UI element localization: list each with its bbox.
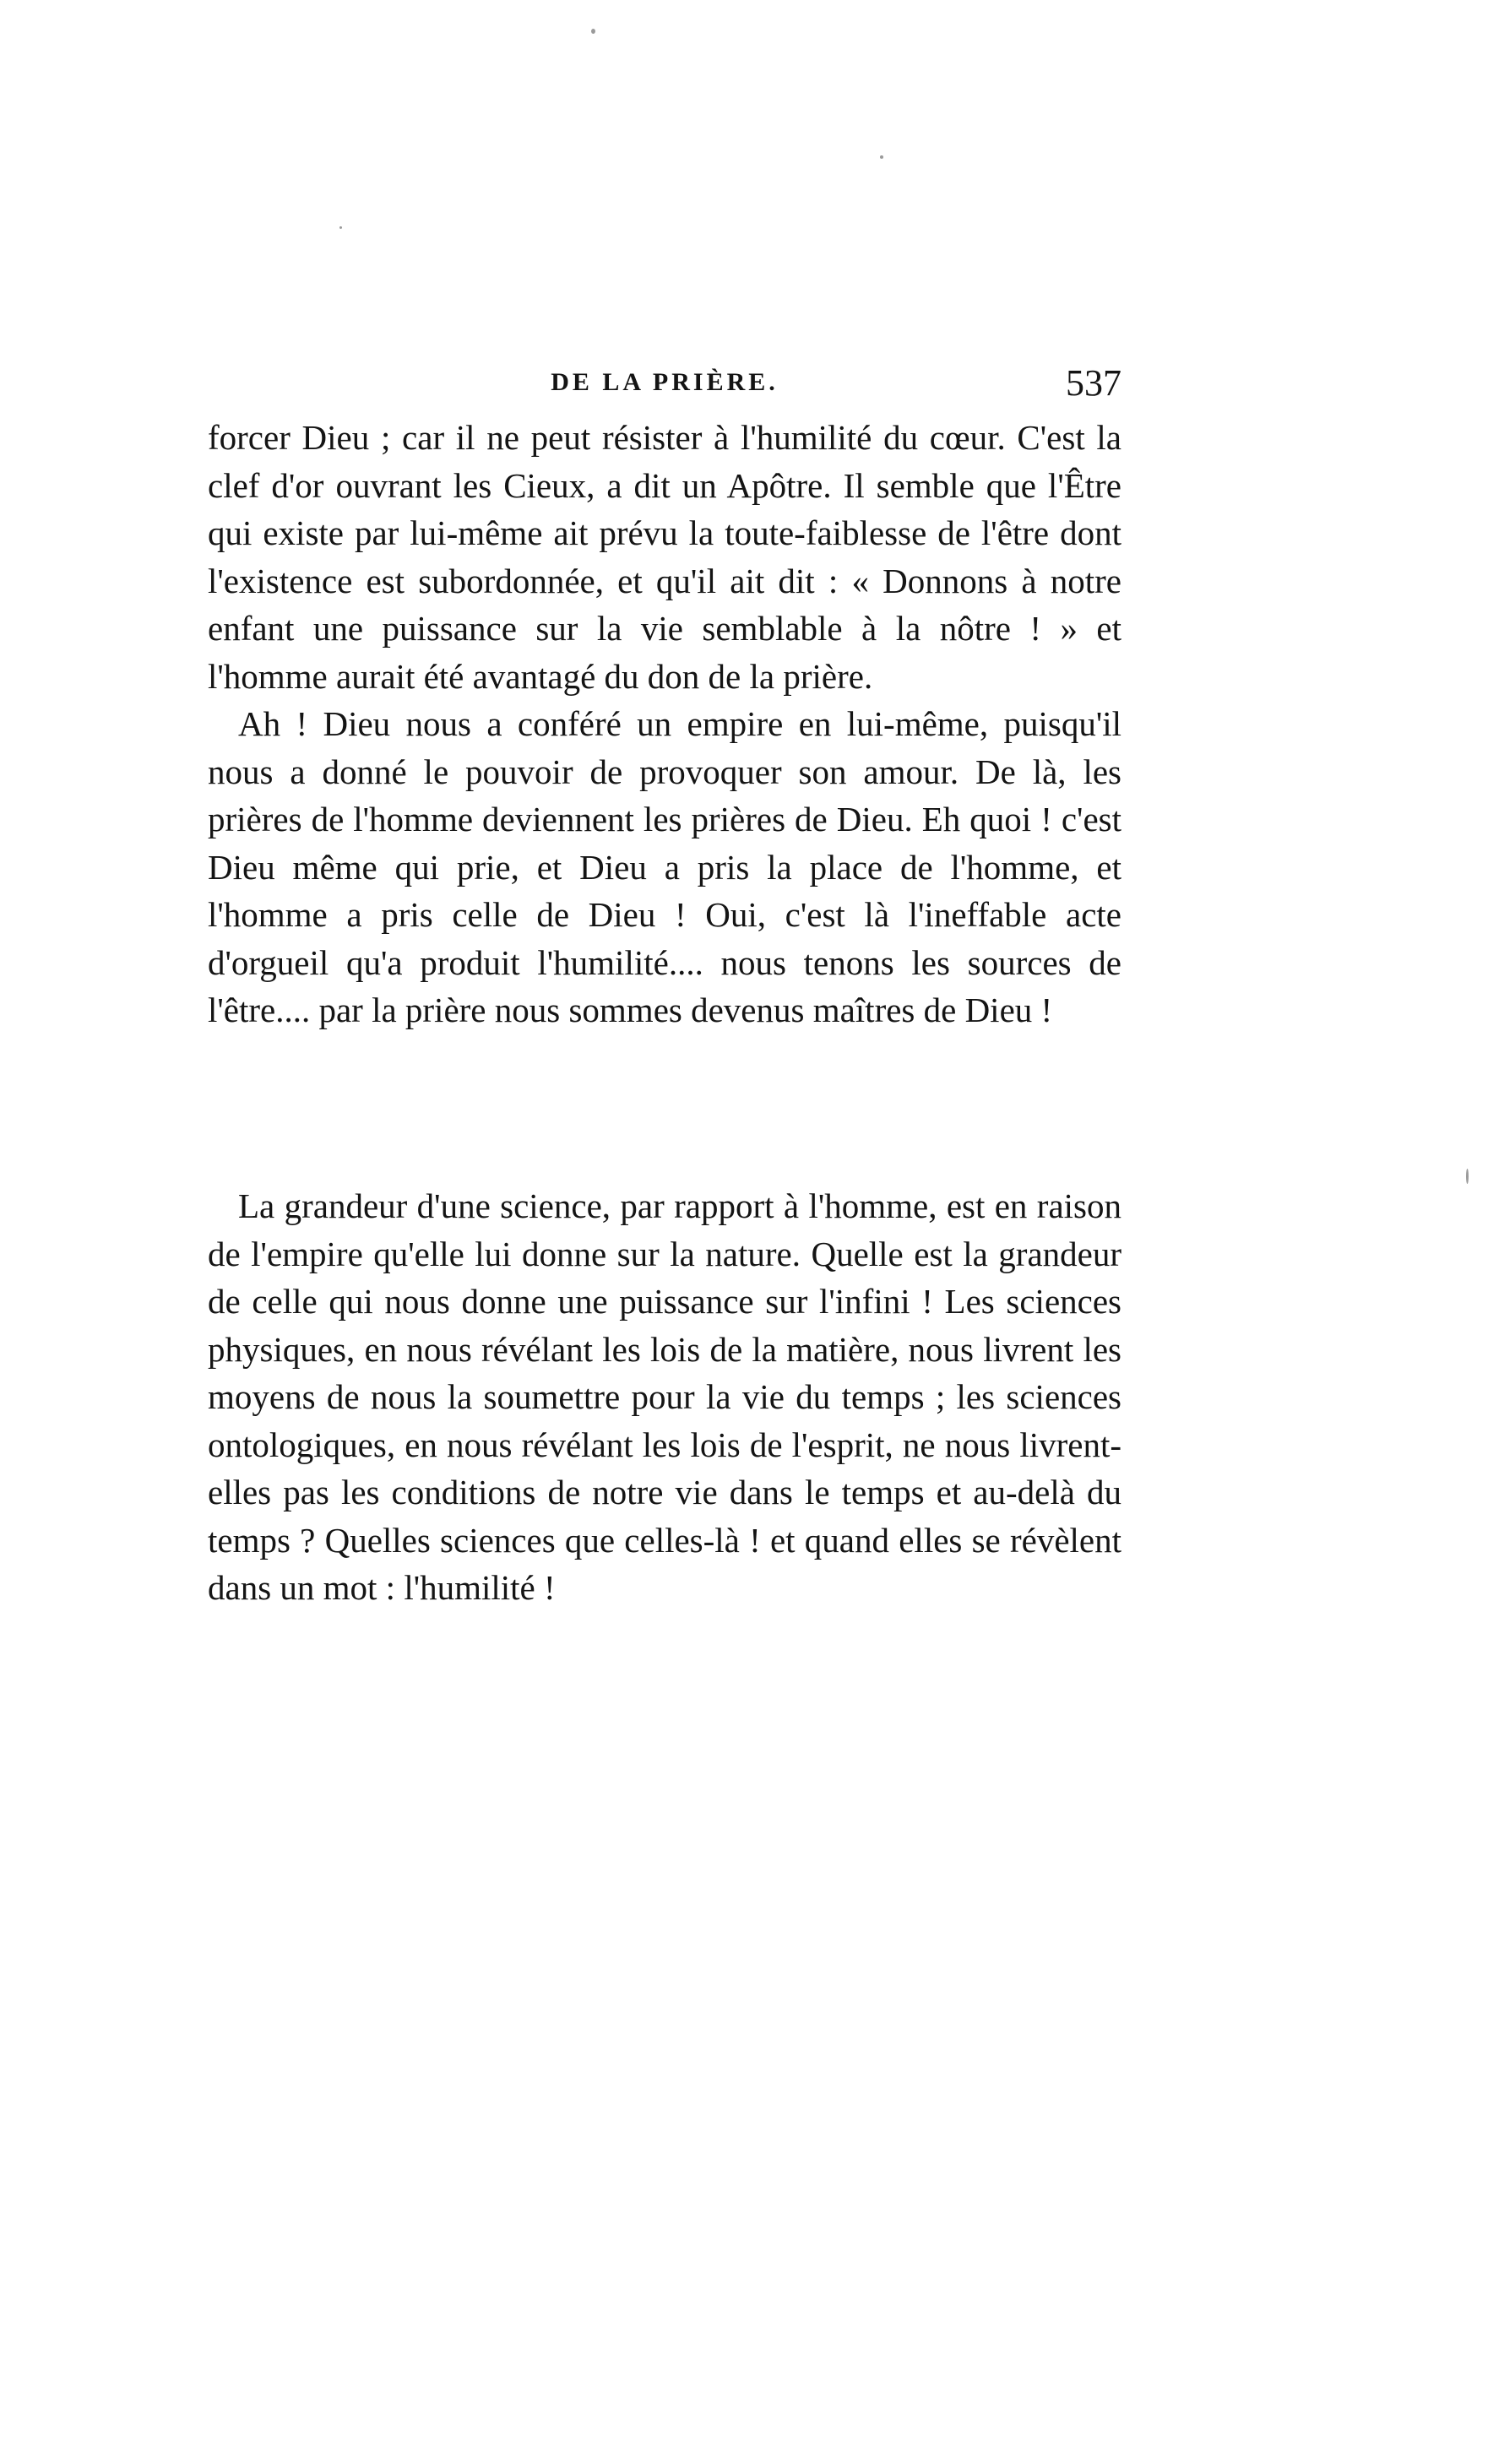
paragraph-1: forcer Dieu ; car il ne peut résister à l'humilité du cœur. C'est la clef d'or ouvrant les Cieux, a dit un Apôtre. Il semble que l'Être qui existe par lui-même ait prévu la toute-faiblesse de l'être dont l'existence est subordonnée, et qu'il ait dit : « Donnons à notre enfant une puissance sur la vie semblable à la nôtre ! » et l'homme aurait été avantagé du don de la prière. <box>208 418 1121 696</box>
text-section-1 <box>208 414 1121 1034</box>
scan-speck <box>339 226 342 229</box>
paragraph-3: La grandeur d'une science, par rapport à l'homme, est en raison de l'empire qu'elle lui donne sur la nature. Quelle est la grandeur de celle qui nous donne une puissance sur l'infini ! Les sciences physiques, en nous révélant les lois de la matière, nous livrent les moyens de nous la soumettre pour la vie du temps ; les sciences ontologiques, en nous révélant les lois de l'esprit, ne nous livrent-elles pas les conditions de notre vie dans le temps et au-delà du temps ? Quelles sciences que celles-là ! et quand elles se révèlent dans un mot : l'humilité ! <box>208 1186 1121 1607</box>
scan-speck <box>1466 1169 1469 1184</box>
running-title: DE LA PRIÈRE. <box>551 368 779 396</box>
scan-speck <box>880 155 883 159</box>
page-number: 537 <box>1066 362 1121 404</box>
paragraph-2: Ah ! Dieu nous a conféré un empire en lui-même, puisqu'il nous a donné le pouvoir de provoquer son amour. De là, les prières de l'homme deviennent les prières de Dieu. Eh quoi ! c'est Dieu même qui prie, et Dieu a pris la place de l'homme, et l'homme a pris celle de Dieu ! Oui, c'est là l'ineffable acte d'orgueil qu'a produit l'humilité.... nous tenons les sources de l'être.... par la prière nous sommes devenus maîtres de Dieu ! <box>208 704 1121 1029</box>
text-section-2 <box>208 1182 1121 1612</box>
running-head <box>208 361 1121 412</box>
scan-speck <box>591 29 595 34</box>
